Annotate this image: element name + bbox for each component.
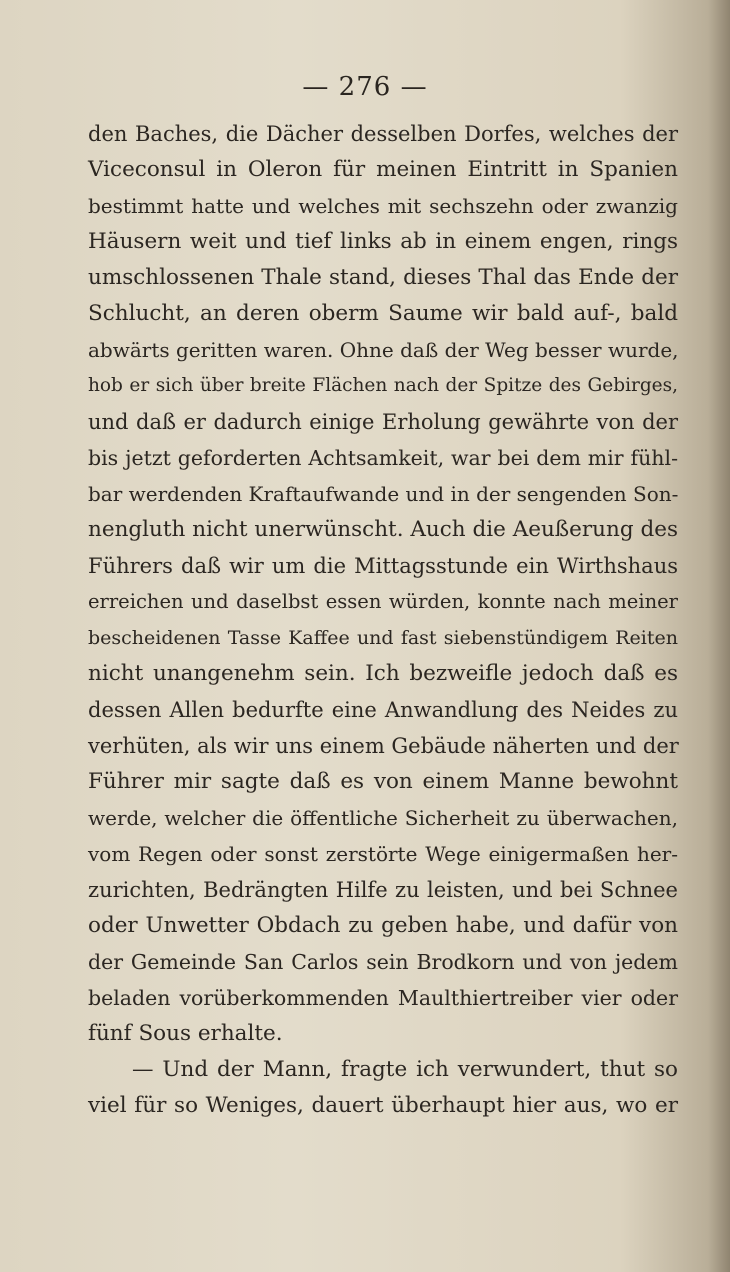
text-line: viel für so Weniges, dauert überhaupt hier aus, wo er: [88, 1093, 678, 1118]
text-line: — Und der Mann, fragte ich verwundert, thut so: [132, 1057, 678, 1082]
text-line: Führer mir sagte daß es von einem Manne bewohnt: [88, 769, 678, 794]
text-line: zurichten, Bedrängten Hilfe zu leisten, und bei Schnee: [88, 878, 678, 902]
text-line: fünf Sous erhalte.: [88, 1021, 283, 1046]
body-text: [88, 116, 678, 1124]
page-number: — 276 —: [302, 72, 428, 102]
text-line: vom Regen oder sonst zerstörte Wege einigermaßen her-: [88, 842, 678, 866]
text-line: der Gemeinde San Carlos sein Brodkorn und von jedem: [88, 950, 678, 974]
text-line: und daß er dadurch einige Erholung gewährte von der: [88, 410, 678, 434]
text-line: oder Unwetter Obdach zu geben habe, und dafür von: [88, 913, 678, 938]
text-line: verhüten, als wir uns einem Gebäude näherten und der: [88, 734, 679, 758]
text-line: bis jetzt geforderten Achtsamkeit, war bei dem mir fühl-: [88, 446, 678, 470]
text-line: bar werdenden Kraftaufwande und in der sengenden Son-: [88, 482, 679, 506]
text-line: abwärts geritten waren. Ohne daß der Weg besser wurde,: [88, 338, 679, 362]
text-line: Häusern weit und tief links ab in einem engen, rings: [88, 229, 678, 254]
text-line: bescheidenen Tasse Kaffee und fast siebenstündigem Reiten: [88, 627, 678, 649]
text-line: den Baches, die Dächer desselben Dorfes, welches der: [88, 122, 678, 146]
text-line: beladen vorüberkommenden Maulthiertreiber vier oder: [88, 986, 678, 1010]
text-line: dessen Allen bedurfte eine Anwandlung des Neides zu: [88, 698, 678, 722]
text-line: Viceconsul in Oleron für meinen Eintritt in Spanien: [88, 157, 678, 182]
text-line: nicht unangenehm sein. Ich bezweifle jedoch daß es: [88, 661, 678, 686]
text-line: werde, welcher die öffentliche Sicherheit zu überwachen,: [88, 806, 678, 830]
text-line: Schlucht, an deren oberm Saume wir bald auf-, bald: [88, 301, 678, 326]
text-line: hob er sich über breite Flächen nach der Spitze des Gebirges,: [88, 375, 678, 396]
text-line: Führers daß wir um die Mittagsstunde ein Wirthshaus: [88, 554, 678, 578]
text-line: erreichen und daselbst essen würden, konnte nach meiner: [88, 590, 678, 613]
text-line: umschlossenen Thale stand, dieses Thal das Ende der: [88, 265, 678, 290]
text-line: nengluth nicht unerwünscht. Auch die Aeußerung des: [88, 517, 678, 542]
text-line: bestimmt hatte und welches mit sechszehn oder zwanzig: [88, 194, 678, 218]
